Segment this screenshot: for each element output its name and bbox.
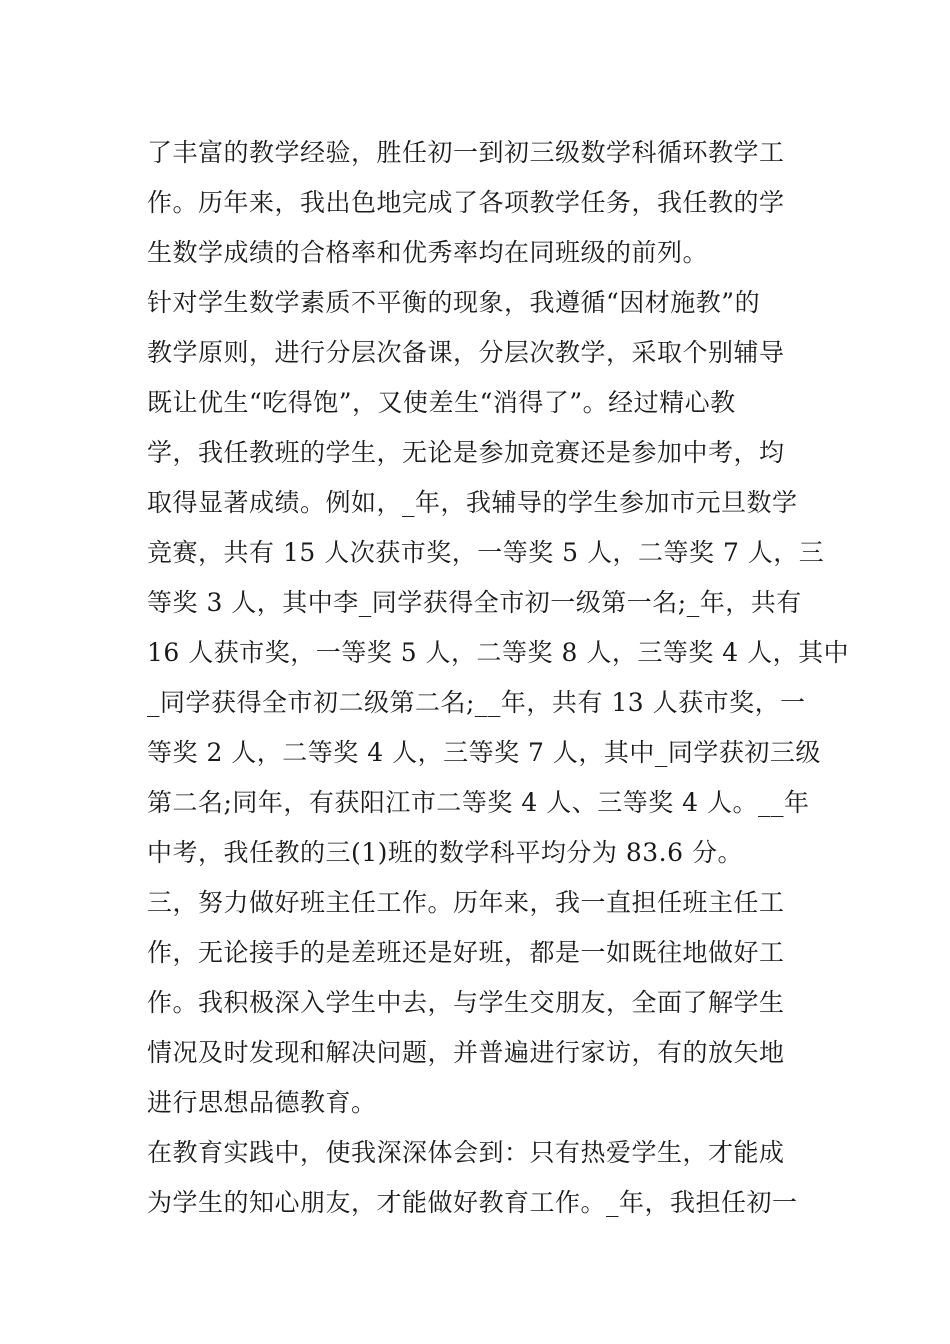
- text-line-21: 在教育实践中，使我深深体会到：只有热爱学生，才能成: [147, 1138, 785, 1167]
- text-line-2: 作。历年来，我出色地完成了各项教学任务，我任教的学: [147, 188, 785, 217]
- text-line-19: 情况及时发现和解决问题，并普遍进行家访，有的放矢地: [147, 1038, 785, 1067]
- text-line-15: 中考，我任教的三(1)班的数学科平均分为 83.6 分。: [147, 838, 743, 867]
- text-line-4: 针对学生数学素质不平衡的现象，我遵循“因材施教”的: [147, 288, 761, 317]
- text-line-22: 为学生的知心朋友，才能做好教育工作。_年，我担任初一: [147, 1188, 798, 1217]
- text-line-9: 竞赛，共有 15 人次获市奖，一等奖 5 人，二等奖 7 人，三: [147, 538, 825, 567]
- text-line-13: 等奖 2 人，二等奖 4 人，三等奖 7 人，其中_同学获初三级: [147, 738, 821, 767]
- text-line-8: 取得显著成绩。例如，_年，我辅导的学生参加市元旦数学: [147, 488, 798, 517]
- text-line-20: 进行思想品德教育。: [147, 1088, 377, 1117]
- text-line-17: 作，无论接手的是差班还是好班，都是一如既往地做好工: [147, 938, 785, 967]
- text-line-3: 生数学成绩的合格率和优秀率均在同班级的前列。: [147, 238, 709, 267]
- text-line-5: 教学原则，进行分层次备课，分层次教学，采取个别辅导: [147, 338, 785, 367]
- text-line-6: 既让优生“吃得饱”，又使差生“消得了”。经过精心教: [147, 388, 736, 417]
- text-line-10: 等奖 3 人，其中李_同学获得全市初一级第一名;_年，共有: [147, 588, 802, 617]
- text-line-7: 学，我任教班的学生，无论是参加竞赛还是参加中考，均: [147, 438, 785, 467]
- text-line-16: 三，努力做好班主任工作。历年来，我一直担任班主任工: [147, 888, 785, 917]
- text-line-14: 第二名;同年，有获阳江市二等奖 4 人、三等奖 4 人。__年: [147, 788, 810, 817]
- document-body: [147, 128, 850, 1228]
- text-line-18: 作。我积极深入学生中去，与学生交朋友，全面了解学生: [147, 988, 785, 1017]
- text-line-12: _同学获得全市初二级第二名;__年，共有 13 人获市奖，一: [147, 688, 806, 717]
- text-line-11: 16 人获市奖，一等奖 5 人，二等奖 8 人，三等奖 4 人，其中: [147, 638, 850, 667]
- text-line-1: 了丰富的教学经验，胜任初一到初三级数学科循环教学工: [147, 138, 785, 167]
